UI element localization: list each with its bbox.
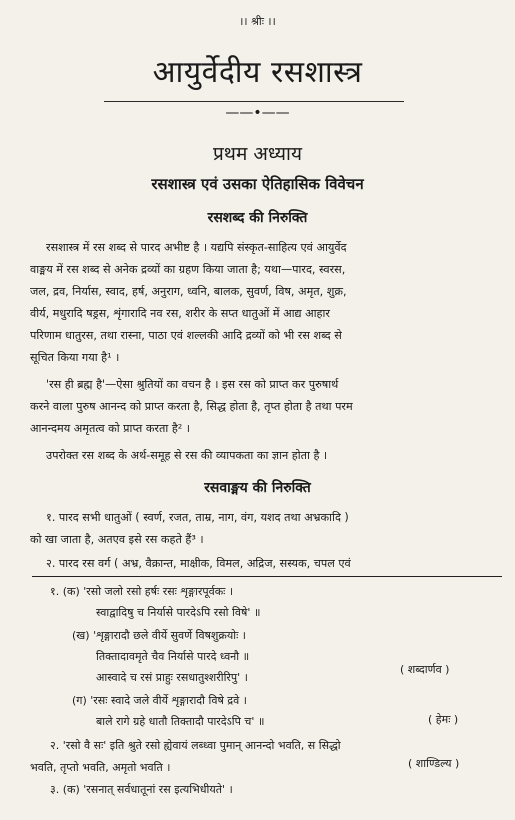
shri-invocation: ।। श्रीः ।। xyxy=(239,15,276,28)
chapter-subtitle: रसशास्त्र एवं उसका ऐतिहासिक विवेचन xyxy=(151,175,364,193)
para2-line1: 'रस ही ब्रह्म है'—ऐसा श्रुतियों का वचन है । इस रस को प्राप्त कर पुरुषार्थ xyxy=(46,378,339,391)
footnote-1b: (ख) 'शृङ्गारादौ छले वीर्ये सुवर्णे विषशुक्रयोः । xyxy=(72,629,246,642)
footnote-1b-line2: तिक्तादावमृते चैव निर्यासे पारदे ध्वनौ ॥ xyxy=(96,650,250,663)
footnote-1c: (ग) 'रसः स्वादे जले वीर्ये शृङ्गारादौ विषे द्रवे । xyxy=(72,694,247,707)
para1-line2: वाङ्मय में रस शब्द से अनेक द्रव्यों का ग्रहण किया जाता है; यथा—पारद, स्वरस, xyxy=(30,263,346,276)
footnote-2-source: ( शाण्डिल्य ) xyxy=(408,757,460,770)
book-title: आयुर्वेदीय रसशास्त्र xyxy=(152,55,363,90)
footnote-2: २. 'रसो वै सः' इति श्रुते रसो ह्येवायं लब्ध्वा पुमान् आनन्दो भवति, स सिद्धो xyxy=(50,739,341,752)
para1-line3: जल, द्रव, निर्यास, स्वाद, हर्ष, अनुराग, ध्वनि, बालक, सुवर्ण, विष, अमृत, शुक्र, xyxy=(30,285,347,298)
footnote-1b-line3: आस्वादे च रसं प्राहुः रसधातुश्शरीरिपु' । xyxy=(96,671,248,684)
footnote-3: ३. (क) 'रसनात् सर्वधातूनां रस इत्यभिधीयते' । xyxy=(50,783,233,796)
title-underline xyxy=(104,101,404,102)
item1-line1: १. पारद सभी धातुओं ( स्वर्ण, रजत, ताम्र, नाग, वंग, यशद तथा अभ्रकादि ) xyxy=(46,511,349,524)
item2-line1: २. पारद रस वर्ग ( अभ्र, वैक्रान्त, माक्षीक, विमल, अद्रिज, सस्यक, चपल एवं xyxy=(46,557,351,570)
footnote-1b-source: ( शब्दार्णव ) xyxy=(400,663,450,676)
footnote-rule xyxy=(32,576,502,577)
item1-line2: को खा जाता है, अतएव इसे रस कहते हैं³ । xyxy=(30,533,204,546)
footnote-1c-line2: बाले रागे ग्रहे धातौ तिक्तादौ पारदेऽपि च' ॥ xyxy=(96,715,265,728)
footnote-1a-line2: स्वाद्वादिषु च निर्यासे पारदेऽपि रसो विषे' ॥ xyxy=(96,606,261,619)
para1-line5: परिणाम धातुरस, तथा रास्ना, पाठा एवं शल्लकी आदि द्रव्यों को भी रस शब्द से xyxy=(30,329,342,342)
footnote-1c-source: ( हेमः ) xyxy=(428,713,459,726)
para2-line2: करने वाला पुरुष आनन्द को प्राप्त करता है, सिद्ध होता है, तृप्त होता है तथा परम xyxy=(30,400,353,413)
para1-line1: रसशास्त्र में रस शब्द से पारद अभीष्ट है । यद्यपि संस्कृत-साहित्य एवं आयुर्वेद xyxy=(46,241,347,254)
para3: उपरोक्त रस शब्द के अर्थ-समूह से रस की व्यापकता का ज्ञान होता है । xyxy=(46,449,328,462)
para2-line3: आनन्दमय अमृतत्व को प्राप्त करता है² । xyxy=(30,422,191,435)
para1-line4: वीर्य, मधुरादि षड्रस, शृंगारादि नव रस, शरीर के सप्त धातुओं में आद्य आहार xyxy=(30,307,330,320)
section-heading-rasashabda: रसशब्द की निरुक्ति xyxy=(207,210,308,226)
section-heading-rasavangmaya: रसवाङ्मय की निरुक्ति xyxy=(204,480,311,496)
footnote-2-line2: भवति, तृप्तो भवति, अमृतो भवति । xyxy=(30,761,171,774)
footnote-1a: १. (क) 'रसो जलो रसो हर्षः रसः शृङ्गारपूर्वकः । xyxy=(50,585,234,598)
para1-line6: सूचित किया गया है¹ । xyxy=(30,351,120,364)
chapter-title: प्रथम अध्याय xyxy=(213,143,302,165)
ornament-divider: ——•—— xyxy=(225,105,290,121)
